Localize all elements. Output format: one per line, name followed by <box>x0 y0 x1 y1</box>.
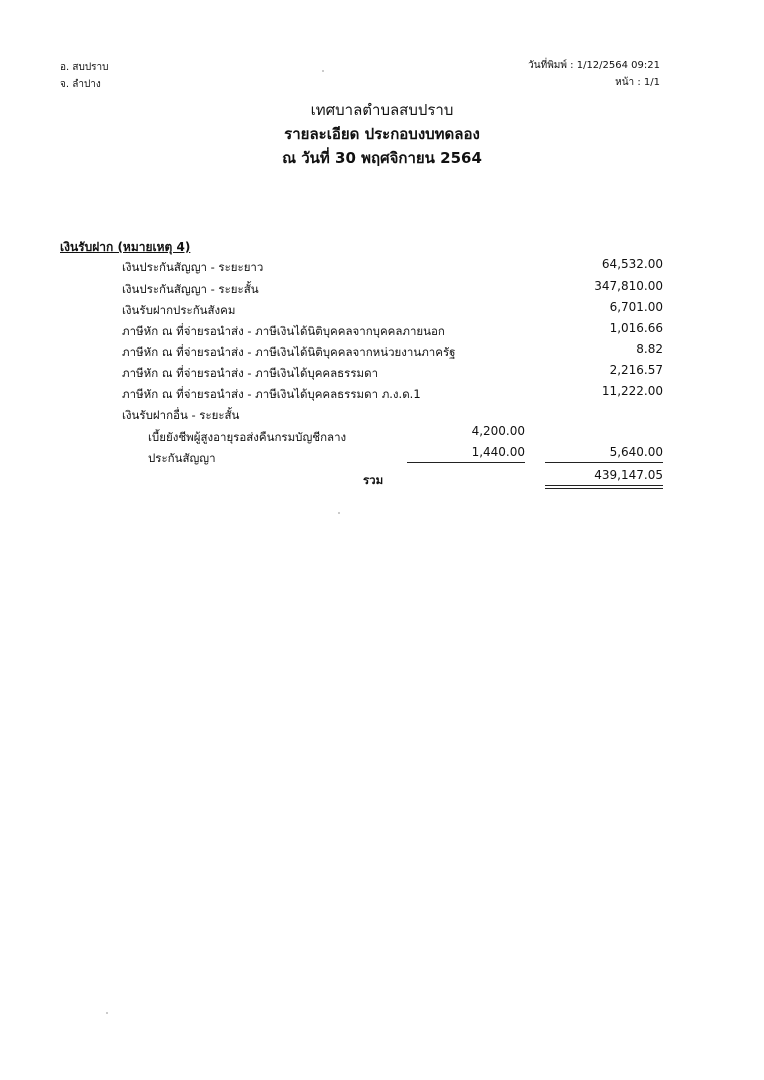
row-amount: 1,016.66 <box>609 321 663 335</box>
row-amount: 347,810.00 <box>594 279 663 293</box>
print-date: วันที่พิมพ์ : 1/12/2564 09:21 <box>528 60 660 71</box>
section-heading: เงินรับฝาก (หมายเหตุ 4) <box>60 240 191 254</box>
row-amount: 8.82 <box>636 342 663 356</box>
district-label: อ. สบปราบ <box>60 62 109 73</box>
row-amount: 6,701.00 <box>609 300 663 314</box>
row-label: เงินประกันสัญญา - ระยะสั้น <box>122 282 259 296</box>
group-label: เงินรับฝากอื่น - ระยะสั้น <box>122 408 240 422</box>
page-number: หน้า : 1/1 <box>615 77 660 88</box>
row-label: ภาษีหัก ณ ที่จ่ายรอนำส่ง - ภาษีเงินได้นิติบุคคลจากหน่วยงานภาครัฐ <box>122 345 456 359</box>
subtotal-rule <box>407 462 525 463</box>
subtotal-rule <box>545 462 663 463</box>
row-label: ภาษีหัก ณ ที่จ่ายรอนำส่ง - ภาษีเงินได้บุคคลธรรมดา <box>122 366 379 380</box>
group-row-amount: 4,200.00 <box>471 424 525 438</box>
total-double-rule <box>545 485 663 486</box>
row-amount: 64,532.00 <box>601 257 663 271</box>
org-title: เทศบาลตำบลสบปราบ <box>310 101 454 119</box>
province-label: จ. ลำปาง <box>60 79 101 90</box>
row-label: ภาษีหัก ณ ที่จ่ายรอนำส่ง - ภาษีเงินได้บุคคลธรรมดา ภ.ง.ด.1 <box>122 387 421 401</box>
scan-speck <box>106 1012 108 1014</box>
row-amount: 11,222.00 <box>601 384 663 398</box>
total-double-rule <box>545 488 663 489</box>
scan-speck <box>338 512 340 514</box>
scan-speck <box>322 70 324 72</box>
group-total-amount: 5,640.00 <box>609 445 663 459</box>
group-row-label: เบี้ยยังชีพผู้สูงอายุรอส่งคืนกรมบัญชีกลาง <box>148 430 347 444</box>
total-amount: 439,147.05 <box>594 468 663 482</box>
row-label: เงินประกันสัญญา - ระยะยาว <box>122 260 264 274</box>
report-title: รายละเอียด ประกอบงบทดลอง <box>284 125 480 143</box>
group-row-amount: 1,440.00 <box>471 445 525 459</box>
row-amount: 2,216.57 <box>609 363 663 377</box>
group-row-label: ประกันสัญญา <box>148 451 216 465</box>
row-label: เงินรับฝากประกันสังคม <box>122 303 236 317</box>
row-label: ภาษีหัก ณ ที่จ่ายรอนำส่ง - ภาษีเงินได้นิติบุคคลจากบุคคลภายนอก <box>122 324 445 338</box>
as-of-date: ณ วันที่ 30 พฤศจิกายน 2564 <box>282 149 482 167</box>
total-label: รวม <box>363 473 384 487</box>
